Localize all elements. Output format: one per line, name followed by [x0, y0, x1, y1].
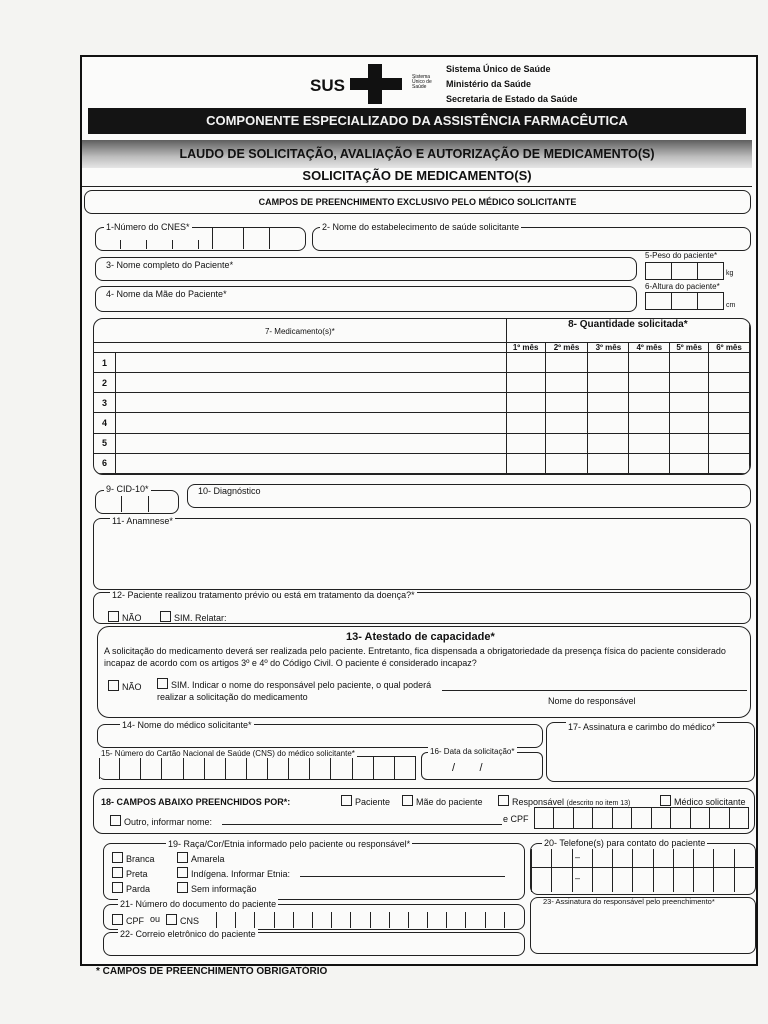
- row-number: 4: [94, 413, 116, 433]
- row-number: 5: [94, 433, 116, 453]
- race-label: 19- Raça/Cor/Etnia informado pelo paciente ou responsável*: [168, 839, 411, 849]
- checkbox-icon[interactable]: [166, 914, 177, 925]
- cid-cells: [121, 496, 151, 512]
- quantity-header-label: 8- Quantidade solicitada*: [568, 319, 688, 330]
- quantity-header: [506, 319, 749, 343]
- capacity-title: 13- Atestado de capacidade*: [346, 631, 495, 643]
- divider: [82, 186, 752, 187]
- filled-by-paciente[interactable]: [341, 795, 390, 807]
- race-indigena[interactable]: [177, 867, 290, 882]
- cnes-cells-2: [212, 228, 295, 249]
- mother-name-label: 4- Nome da Mãe do Paciente*: [106, 289, 227, 299]
- table-row: [94, 393, 750, 413]
- capacity-nao-option[interactable]: [108, 680, 142, 692]
- responsible-signature-label: 23- Assinatura do responsável pelo preenchimento*: [543, 897, 715, 906]
- medication-header-label: 7- Medicamento(s)*: [264, 326, 335, 336]
- form-title-banner: [82, 140, 752, 168]
- row-number: 1: [94, 353, 116, 373]
- doctor-name-label: 14- Nome do médico solicitante*: [122, 720, 252, 730]
- filled-by-outro[interactable]: [110, 815, 212, 827]
- diagnosis-label: 10- Diagnóstico: [198, 486, 261, 496]
- option-label: Responsável: [512, 797, 565, 807]
- race-amarela[interactable]: [177, 852, 290, 867]
- height-unit: cm: [726, 302, 736, 309]
- table-row: [94, 373, 750, 393]
- option-note: (descrito no item 13): [566, 800, 631, 807]
- month-6: 6º mês: [709, 343, 750, 353]
- option-label: Outro, informar nome:: [124, 817, 213, 827]
- doctor-cns-field[interactable]: [99, 756, 416, 780]
- checkbox-icon[interactable]: [160, 611, 171, 622]
- weight-unit: kg: [726, 270, 734, 277]
- responsible-name-label: Nome do responsável: [548, 696, 636, 706]
- phone-1-field[interactable]: [531, 849, 754, 868]
- checkbox-icon[interactable]: [108, 680, 119, 691]
- checkbox-icon[interactable]: [157, 678, 168, 689]
- option-label: Médico solicitante: [674, 797, 746, 807]
- cid-label: 9- CID-10*: [106, 484, 149, 494]
- establishment-label: 2- Nome do estabelecimento de saúde solicitante: [322, 222, 520, 232]
- filled-by-responsavel[interactable]: [498, 795, 630, 807]
- filled-by-mae[interactable]: [402, 795, 483, 807]
- checkbox-icon[interactable]: [402, 795, 413, 806]
- option-label: CNS: [180, 916, 200, 926]
- row-number: 6: [94, 453, 116, 473]
- option-label: Sem informação: [191, 884, 257, 894]
- option-label: Indígena. Informar Etnia:: [191, 869, 291, 879]
- checkbox-icon[interactable]: [112, 882, 123, 893]
- height-label: 6-Altura do paciente*: [645, 282, 720, 291]
- race-preta[interactable]: [112, 867, 155, 882]
- option-label: Amarela: [191, 854, 225, 864]
- checkbox-icon[interactable]: [108, 611, 119, 622]
- anamnese-label: 11- Anamnese*: [112, 516, 173, 526]
- table-row: [94, 453, 750, 473]
- checkbox-icon[interactable]: [112, 914, 123, 925]
- medication-table: [93, 318, 750, 474]
- checkbox-icon[interactable]: [660, 795, 671, 806]
- doctor-signature-label: 17- Assinatura e carimbo do médico*: [568, 722, 716, 732]
- responsible-name-line[interactable]: [442, 690, 747, 691]
- prior-sim-label: SIM. Relatar:: [174, 613, 227, 623]
- sus-cross-icon: [346, 64, 410, 104]
- component-banner: [88, 108, 746, 134]
- weight-label: 5-Peso do paciente*: [645, 251, 718, 260]
- sus-logo-text: SUS: [310, 76, 345, 95]
- org-line-2: Ministério da Saúde: [446, 79, 532, 89]
- month-3: 3º mês: [588, 343, 629, 353]
- document-cns-option[interactable]: [166, 914, 199, 926]
- checkbox-icon[interactable]: [177, 867, 188, 878]
- exclusive-note-box: [84, 190, 751, 214]
- org-lines: [446, 62, 578, 107]
- request-date-value: / /: [452, 762, 483, 774]
- sus-logo-sub: Sistema Único de Saúde: [412, 74, 432, 90]
- option-label: Preta: [126, 869, 148, 879]
- checkbox-icon[interactable]: [177, 882, 188, 893]
- org-line-1: Sistema Único de Saúde: [446, 64, 551, 74]
- checkbox-icon[interactable]: [112, 852, 123, 863]
- checkbox-icon[interactable]: [110, 815, 121, 826]
- filled-by-medico[interactable]: [660, 795, 746, 807]
- option-label: Parda: [126, 884, 151, 894]
- option-label: Paciente: [355, 797, 391, 807]
- weight-field[interactable]: [645, 262, 724, 280]
- document-ou: ou: [150, 914, 161, 924]
- exclusive-note: CAMPOS DE PREENCHIMENTO EXCLUSIVO PELO MÉDICO SOLICITANTE: [258, 197, 577, 207]
- option-label: CPF: [126, 916, 144, 926]
- prior-nao-label: NÃO: [122, 613, 142, 623]
- prior-treatment-label: 12- Paciente realizou tratamento prévio ou está em tratamento da doença?*: [112, 590, 415, 600]
- section-title: SOLICITAÇÃO DE MEDICAMENTO(S): [302, 168, 532, 183]
- phone-1-dash: –: [575, 852, 581, 862]
- cnes-label: 1-Número do CNES*: [106, 222, 190, 232]
- ethnicity-line[interactable]: [300, 876, 505, 877]
- form-title: LAUDO DE SOLICITAÇÃO, AVALIAÇÃO E AUTORIZAÇÃO DE MEDICAMENTO(S): [179, 147, 655, 161]
- month-1: 1º mês: [506, 343, 545, 353]
- mandatory-footnote: * CAMPOS DE PREENCHIMENTO OBRIGATÓRIO: [96, 966, 328, 977]
- option-label: Mãe do paciente: [416, 797, 483, 807]
- filled-by-label: 18- CAMPOS ABAIXO PREENCHIDOS POR*:: [101, 797, 291, 807]
- other-name-line[interactable]: [222, 824, 502, 825]
- phone-label: 20- Telefone(s) para contato do paciente: [544, 838, 706, 848]
- prior-nao-option[interactable]: [108, 611, 142, 623]
- anamnese-field[interactable]: [93, 518, 751, 590]
- table-row: [94, 413, 750, 433]
- table-row: [94, 433, 750, 453]
- capacity-sim-label: SIM. Indicar o nome do responsável pelo paciente, o qual poderá realizar a solicitação do medicamento: [157, 680, 432, 702]
- org-line-3: Secretaria de Estado da Saúde: [446, 94, 578, 104]
- capacity-nao-label: NÃO: [122, 682, 142, 692]
- month-2: 2º mês: [545, 343, 588, 353]
- checkbox-icon[interactable]: [112, 867, 123, 878]
- race-parda[interactable]: [112, 882, 155, 897]
- height-field[interactable]: [645, 292, 724, 310]
- race-branca[interactable]: [112, 852, 155, 867]
- race-col-2: [177, 852, 290, 897]
- medication-table-box: [93, 318, 751, 475]
- checkbox-icon[interactable]: [341, 795, 352, 806]
- document-label: 21- Número do documento do paciente: [120, 899, 277, 909]
- capacity-sim-option[interactable]: [157, 678, 437, 703]
- month-5: 5º mês: [670, 343, 709, 353]
- race-box: [103, 843, 525, 900]
- document-cpf-option[interactable]: [112, 914, 144, 926]
- request-date-label: 16- Data da solicitação*: [430, 747, 515, 756]
- phone-2-dash: –: [575, 873, 581, 883]
- document-number-field[interactable]: [216, 912, 523, 928]
- prior-sim-option[interactable]: [160, 611, 227, 623]
- option-label: Branca: [126, 854, 155, 864]
- row-number: 3: [94, 393, 116, 413]
- cpf-label: e CPF: [503, 814, 529, 824]
- capacity-text: A solicitação do medicamento deverá ser realizada pelo paciente. Entretanto, fica dispensada a obrigatoriedade da presença física do paciente considerado incapaz de acordo com os artigos 3º e 4º do Código Civil. O paciente é considerado incapaz?: [104, 646, 726, 668]
- row-number: 2: [94, 373, 116, 393]
- checkbox-icon[interactable]: [498, 795, 509, 806]
- component-title: COMPONENTE ESPECIALIZADO DA ASSISTÊNCIA FARMACÊUTICA: [206, 113, 628, 128]
- cpf-field[interactable]: [534, 807, 749, 829]
- phone-2-field[interactable]: [531, 868, 754, 892]
- diagnosis-field[interactable]: [187, 484, 751, 508]
- race-col-1: [112, 852, 155, 897]
- month-4: 4º mês: [629, 343, 670, 353]
- email-label: 22- Correio eletrônico do paciente: [120, 929, 256, 939]
- race-sem-info[interactable]: [177, 882, 290, 897]
- patient-name-label: 3- Nome completo do Paciente*: [106, 260, 234, 270]
- doctor-cns-label: 15- Número do Cartão Nacional de Saúde (CNS) do médico solicitante*: [101, 749, 355, 758]
- table-row: [94, 353, 750, 373]
- checkbox-icon[interactable]: [177, 852, 188, 863]
- medication-header: [94, 319, 507, 343]
